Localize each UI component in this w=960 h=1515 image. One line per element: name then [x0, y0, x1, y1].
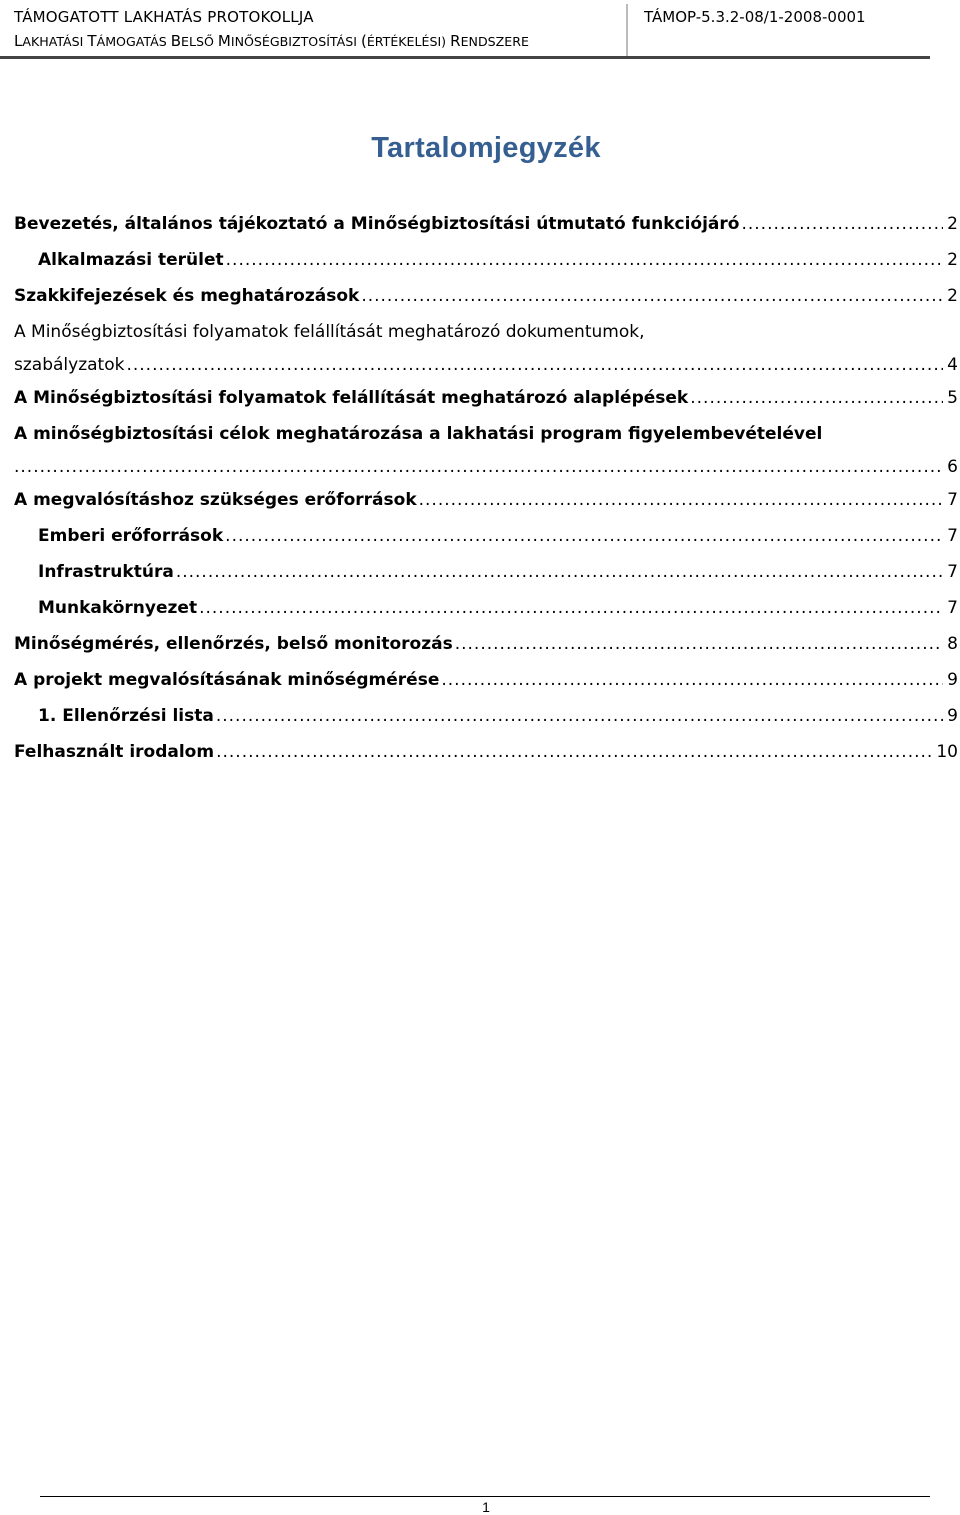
- toc-page-number: 8: [947, 634, 958, 654]
- page-number: 1: [482, 1499, 490, 1515]
- toc-page-number: 7: [947, 526, 958, 546]
- toc-entry[interactable]: [14, 380, 958, 416]
- toc-page-number: 7: [947, 598, 958, 618]
- table-of-contents: [14, 206, 958, 770]
- toc-entry[interactable]: [14, 314, 958, 380]
- header-subtitle: LAKHATÁSI TÁMOGATÁS BELSŐ MINŐSÉGBIZTOSÍTÁSI (ÉRTÉKELÉSI) RENDSZERE: [14, 32, 529, 50]
- dot-leader: [741, 206, 943, 242]
- dot-leader: [126, 350, 943, 380]
- header-title: TÁMOGATOTT LAKHATÁS PROTOKOLLJA: [14, 8, 314, 26]
- toc-entry-text: Bevezetés, általános tájékoztató a Minőségbiztosítási útmutató funkciójáró: [14, 214, 740, 234]
- toc-entry-text: Szakkifejezések és meghatározások: [14, 286, 360, 306]
- toc-entry[interactable]: [14, 626, 958, 662]
- toc-page-number: 2: [947, 214, 958, 234]
- dot-leader: [419, 482, 944, 518]
- toc-page-number: 7: [947, 562, 958, 582]
- dot-leader: [225, 518, 943, 554]
- toc-page-number: 2: [947, 286, 958, 306]
- toc-entry[interactable]: [14, 662, 958, 698]
- toc-title: Tartalomjegyzék: [371, 132, 601, 164]
- toc-entry[interactable]: [14, 416, 958, 482]
- toc-entry[interactable]: [14, 734, 958, 770]
- dot-leader: [216, 734, 932, 770]
- toc-page-number: 10: [936, 742, 958, 762]
- toc-entry[interactable]: [14, 518, 958, 554]
- toc-entry-text: Minőségmérés, ellenőrzés, belső monitorozás: [14, 634, 453, 654]
- toc-page-number: 9: [947, 706, 958, 726]
- toc-entry[interactable]: [14, 482, 958, 518]
- toc-entry-text: A projekt megvalósításának minőségmérése: [14, 670, 440, 690]
- toc-entry-text-continued: szabályzatok: [14, 355, 125, 375]
- toc-entry[interactable]: [14, 278, 958, 314]
- dot-leader: [176, 554, 943, 590]
- toc-page-number: 6: [947, 457, 958, 477]
- page-header: [0, 0, 930, 59]
- toc-entry[interactable]: [14, 698, 958, 734]
- toc-entry-text: Alkalmazási terület: [38, 250, 224, 270]
- toc-entry-text: A minőségbiztosítási célok meghatározása a lakhatási program figyelembevételével: [14, 424, 823, 444]
- dot-leader: [441, 662, 943, 698]
- toc-page-number: 2: [947, 250, 958, 270]
- dot-leader: [455, 626, 943, 662]
- dot-leader: [226, 242, 944, 278]
- toc-entry[interactable]: [14, 590, 958, 626]
- toc-entry-text: Infrastruktúra: [38, 562, 174, 582]
- toc-entry[interactable]: [14, 554, 958, 590]
- toc-entry-text: Emberi erőforrások: [38, 526, 224, 546]
- dot-leader: [361, 278, 943, 314]
- toc-entry-text: Felhasznált irodalom: [14, 742, 215, 762]
- toc-entry-text: 1. Ellenőrzési lista: [38, 706, 214, 726]
- toc-entry-text: Munkakörnyezet: [38, 598, 198, 618]
- header-left-cell: [14, 4, 628, 56]
- toc-entry-text: A Minőségbiztosítási folyamatok felállítását meghatározó alaplépések: [14, 388, 689, 408]
- toc-page-number: 7: [947, 490, 958, 510]
- dot-leader: [690, 380, 943, 416]
- toc-page-number: 5: [947, 388, 958, 408]
- toc-page-number: 4: [947, 355, 958, 375]
- dot-leader: [14, 452, 943, 482]
- toc-entry[interactable]: [14, 242, 958, 278]
- project-code: TÁMOP-5.3.2-08/1-2008-0001: [644, 8, 866, 26]
- dot-leader: [216, 698, 943, 734]
- toc-entry[interactable]: [14, 206, 958, 242]
- footer-divider: [40, 1496, 930, 1497]
- toc-page-number: 9: [947, 670, 958, 690]
- dot-leader: [199, 590, 943, 626]
- toc-entry-text: A Minőségbiztosítási folyamatok felállítását meghatározó dokumentumok,: [14, 322, 645, 342]
- toc-entry-text: A megvalósításhoz szükséges erőforrások: [14, 490, 417, 510]
